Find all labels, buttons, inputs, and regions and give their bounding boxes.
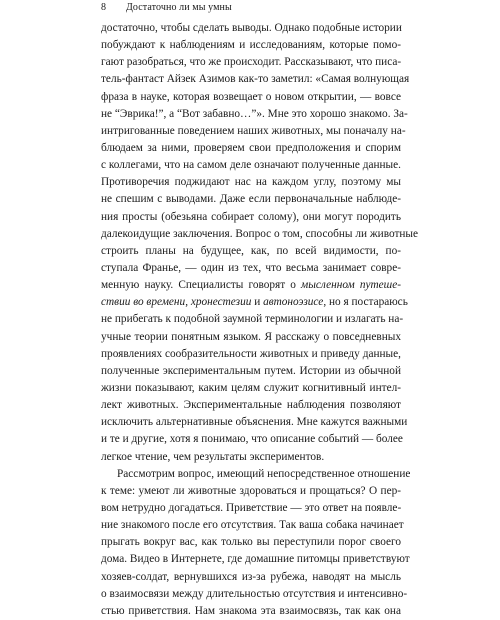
text-line: [101, 397, 401, 414]
text-segment: и: [251, 296, 264, 309]
text-segment: фраза в науке, которая возвещает о новом открытии, — вовсе: [101, 90, 401, 103]
text-line: [101, 89, 401, 106]
text-line: [101, 20, 401, 37]
italic-term: автоноэзисе: [263, 296, 324, 309]
text-line: [101, 243, 401, 260]
text-segment: проявлениях сообразительности животных и приведу данные,: [101, 347, 401, 360]
page-number: 8: [101, 2, 106, 13]
text-line: [101, 226, 419, 243]
text-segment: полученные экспериментальным путем. Истории из обычной: [101, 364, 401, 377]
text-line: [101, 466, 411, 483]
text-line: [101, 517, 404, 534]
text-line: [101, 191, 401, 208]
text-line: [101, 311, 404, 328]
text-line: [101, 483, 401, 500]
text-segment: достаточно, чтобы сделать выводы. Однако подобные истории: [101, 22, 402, 34]
text-segment: тель-фантаст Айзек Азимов как-то заметил: «Самая волнующая: [101, 73, 410, 86]
text-line: [101, 500, 401, 517]
text-segment: не “Эврика!”, а “Вот забавно…”». Мне это хорошо знакомо. За-: [101, 107, 408, 120]
text-line: [101, 431, 401, 448]
body-text: [101, 20, 419, 620]
text-line: [101, 363, 401, 380]
text-line: [101, 414, 408, 431]
text-segment: и те и другие, хотя я понимаю, что описание событий — более: [101, 433, 403, 446]
text-line: [101, 449, 401, 466]
text-line: [101, 174, 401, 191]
text-segment: легкое чтение, чем результаты экспериментов.: [101, 450, 325, 463]
text-line: [101, 294, 408, 311]
text-line: [101, 140, 401, 157]
text-line: [101, 157, 401, 174]
italic-term: мысленном путеше-: [301, 279, 401, 292]
text-segment: ,: [185, 296, 191, 309]
text-line: [101, 586, 408, 603]
text-segment: строить планы на будущее, как, по всей видимости, по-: [101, 244, 401, 257]
italic-term: хронестезии: [190, 296, 252, 309]
text-segment: ступала Франье, — один из тех, что весьма занимает совре-: [101, 261, 401, 274]
text-segment: побуждают к наблюдениям и исследованиям, которые помо-: [101, 39, 401, 52]
italic-term: ствии во времени: [101, 296, 186, 309]
running-title: Достаточно ли мы умны: [126, 2, 232, 13]
text-line: [101, 260, 401, 277]
text-segment: не спешим с выводами. Даже если первоначальные наблюде-: [101, 193, 401, 206]
text-line: [101, 569, 401, 586]
text-line: [101, 380, 401, 397]
text-line: [101, 71, 410, 88]
text-segment: ние знакомого после его отсутствия. Так ваша собака начинает: [101, 519, 404, 532]
text-segment: с коллегами, что на самом деле означают полученные данные.: [101, 159, 401, 172]
text-segment: стью приветствия. Нам знакома эта взаимосвязь, так как она: [101, 604, 401, 617]
text-segment: Рассмотрим вопрос, имеющий непосредственное отношение: [117, 467, 411, 480]
text-segment: блюдаем за ними, проверяем свои предположения и спорим: [101, 141, 401, 154]
text-segment: лект животных. Экспериментальные наблюдения позволяют: [101, 399, 401, 412]
text-segment: ния просты (обезьяна собирает солому), они могут породить: [101, 210, 401, 223]
text-segment: учные теории понятным языком. Я расскажу о повседневных: [101, 330, 401, 343]
running-head: [0, 1, 500, 15]
text-line: [101, 551, 410, 568]
text-line: [101, 123, 406, 140]
text-segment: не прибегать к подобной заумной терминологии и излагать на-: [101, 313, 404, 326]
text-segment: Противоречия поджидают нас на каждом углу, поэтому мы: [101, 176, 401, 189]
text-line: [101, 534, 401, 551]
text-segment: прыгать вокруг вас, как только вы переступили порог своего: [101, 536, 401, 549]
text-segment: далекоидущие заключения. Вопрос о том, способны ли животные: [101, 227, 419, 240]
text-segment: к теме: умеют ли животные здороваться и прощаться? О пер-: [101, 484, 401, 497]
text-segment: менную науку. Специалисты говорят о: [101, 279, 302, 292]
text-segment: хозяев-солдат, вернувшихся из-за рубежа, наводят на мысль: [101, 570, 401, 583]
text-line: [101, 54, 401, 71]
text-segment: дома. Видео в Интернете, где домашние питомцы приветствуют: [101, 553, 410, 566]
text-line: [101, 37, 401, 54]
text-segment: вом нетрудно догадаться. Приветствие — это ответ на появле-: [101, 501, 402, 514]
text-line: [101, 209, 401, 226]
text-line: [101, 346, 401, 363]
text-line: [101, 106, 408, 123]
text-segment: о взаимосвязи между длительностью отсутствия и интенсивно-: [101, 587, 408, 600]
text-segment: интригованные поведением наших животных, мы поначалу на-: [101, 124, 406, 137]
text-segment: гают разобраться, что же происходит. Рассказывают, что писа-: [101, 56, 402, 69]
text-line: [101, 603, 401, 620]
text-line: [101, 329, 401, 346]
text-segment: , но я постараюсь: [323, 296, 408, 309]
text-line: [101, 277, 401, 294]
text-segment: жизни показывают, каким целям служит когнитивный интел-: [101, 381, 401, 394]
text-segment: исключить альтернативные объяснения. Мне кажутся важными: [101, 416, 408, 429]
